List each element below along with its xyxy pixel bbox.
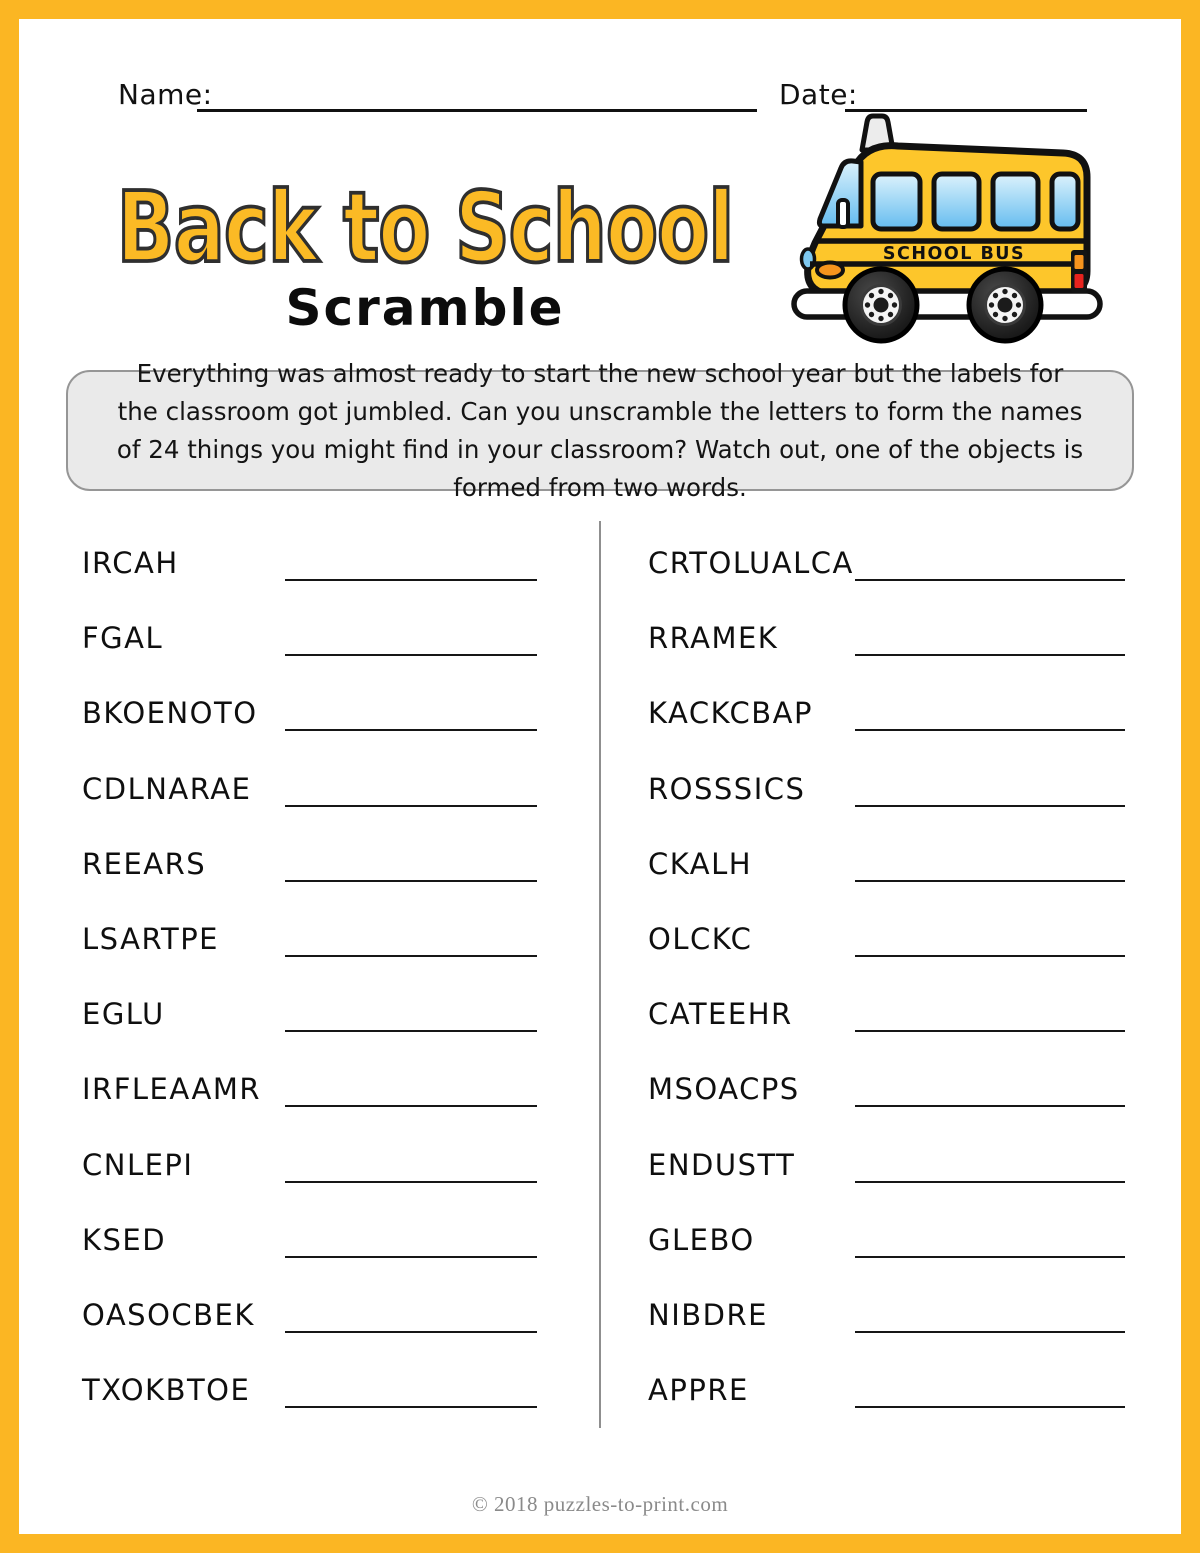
bus-tail-lights: [1071, 250, 1087, 293]
answer-line: [855, 1105, 1125, 1107]
scrambled-word: CATEEHR: [648, 997, 793, 1032]
scrambled-word: BKOENOTO: [82, 696, 258, 731]
answer-line: [855, 654, 1125, 656]
answer-line: [855, 1030, 1125, 1032]
word-row: [648, 688, 1130, 763]
answer-line: [285, 955, 537, 957]
word-row: [82, 764, 548, 839]
scrambled-word: ROSSSICS: [648, 771, 806, 806]
scrambled-word: GLEBO: [648, 1222, 755, 1257]
scrambled-word: MSOACPS: [648, 1072, 800, 1107]
bus-side-text: SCHOOL BUS: [882, 244, 1026, 264]
answer-line: [285, 1406, 537, 1408]
word-row: [648, 538, 1130, 613]
answer-line: [285, 1105, 537, 1107]
answer-line: [855, 1256, 1125, 1258]
copyright-footer: © 2018 puzzles-to-print.com: [471, 1492, 729, 1516]
answer-line: [285, 1331, 537, 1333]
scrambled-word: OASOCBEK: [82, 1297, 255, 1332]
scrambled-word: APPRE: [648, 1373, 749, 1408]
answer-line: [285, 1030, 537, 1032]
word-row: [82, 538, 548, 613]
answer-line: [855, 1331, 1125, 1333]
word-row: [82, 1365, 548, 1440]
answer-line: [855, 955, 1125, 957]
answer-line: [285, 579, 537, 581]
word-row: [648, 613, 1130, 688]
word-row: [82, 839, 548, 914]
word-row: [648, 914, 1130, 989]
bus-front-wheel: [845, 269, 917, 341]
scrambled-word: ENDUSTT: [648, 1147, 796, 1182]
scrambled-word: REEARS: [82, 846, 207, 881]
scrambled-word: IRFLEAAMR: [82, 1072, 262, 1107]
word-row: [82, 914, 548, 989]
word-row: [648, 1140, 1130, 1215]
word-row: [648, 1064, 1130, 1139]
scrambled-word: EGLU: [82, 997, 165, 1032]
scrambled-word: CKALH: [648, 846, 753, 881]
name-write-line: [197, 109, 757, 112]
scramble-column-left: [82, 538, 548, 1440]
word-row: [82, 1290, 548, 1365]
bus-headlight: [817, 263, 843, 278]
answer-line: [855, 880, 1125, 882]
word-row: [82, 989, 548, 1064]
answer-line: [855, 729, 1125, 731]
answer-line: [285, 1181, 537, 1183]
scrambled-word: CNLEPI: [82, 1147, 194, 1182]
bus-rear-wheel: [969, 269, 1041, 341]
date-label: Date:: [779, 78, 858, 111]
answer-line: [285, 805, 537, 807]
answer-line: [855, 805, 1125, 807]
name-label: Name:: [118, 78, 213, 111]
bus-mirror: [838, 200, 848, 227]
answer-line: [285, 654, 537, 656]
page-subtitle: Scramble: [285, 279, 565, 337]
scrambled-word: TXOKBTOE: [82, 1373, 251, 1408]
scrambled-word: CDLNARAE: [82, 771, 252, 806]
word-row: [82, 1215, 548, 1290]
word-row: [82, 1140, 548, 1215]
scrambled-word: OLCKC: [648, 921, 753, 956]
scrambled-word: RRAMEK: [648, 621, 779, 656]
word-row: [82, 688, 548, 763]
answer-line: [285, 880, 537, 882]
answer-line: [285, 1256, 537, 1258]
answer-line: [855, 1181, 1125, 1183]
instructions-box: [66, 358, 1134, 502]
scrambled-word: FGAL: [82, 621, 164, 656]
column-divider: [599, 521, 601, 1428]
word-row: [648, 839, 1130, 914]
word-row: [648, 989, 1130, 1064]
page-title: Back to School: [116, 170, 734, 284]
word-row: [648, 764, 1130, 839]
word-row: [648, 1290, 1130, 1365]
scrambled-word: IRCAH: [82, 546, 179, 580]
scrambled-word: NIBDRE: [648, 1297, 768, 1332]
answer-line: [285, 729, 537, 731]
word-row: [82, 613, 548, 688]
answer-line: [855, 579, 1125, 581]
scrambled-word: KACKCBAP: [648, 696, 813, 731]
scrambled-word: KSED: [82, 1222, 167, 1257]
answer-line: [855, 1406, 1125, 1408]
scrambled-word: CRTOLUALCA: [648, 546, 854, 580]
word-row: [82, 1064, 548, 1139]
instructions-text: Everything was almost ready to start the new school year but the labels for the classroom got jumbled. Can you unscramble the letters to form the names of 24 things you might find in your classroom? Watch out, one of the objects is formed from two words.: [116, 358, 1084, 502]
word-row: [648, 1365, 1130, 1440]
scramble-column-right: [648, 538, 1130, 1440]
scrambled-word: LSARTPE: [82, 921, 220, 956]
bus-bumper: [794, 291, 1100, 317]
word-row: [648, 1215, 1130, 1290]
school-bus-illustration: [788, 112, 1106, 349]
